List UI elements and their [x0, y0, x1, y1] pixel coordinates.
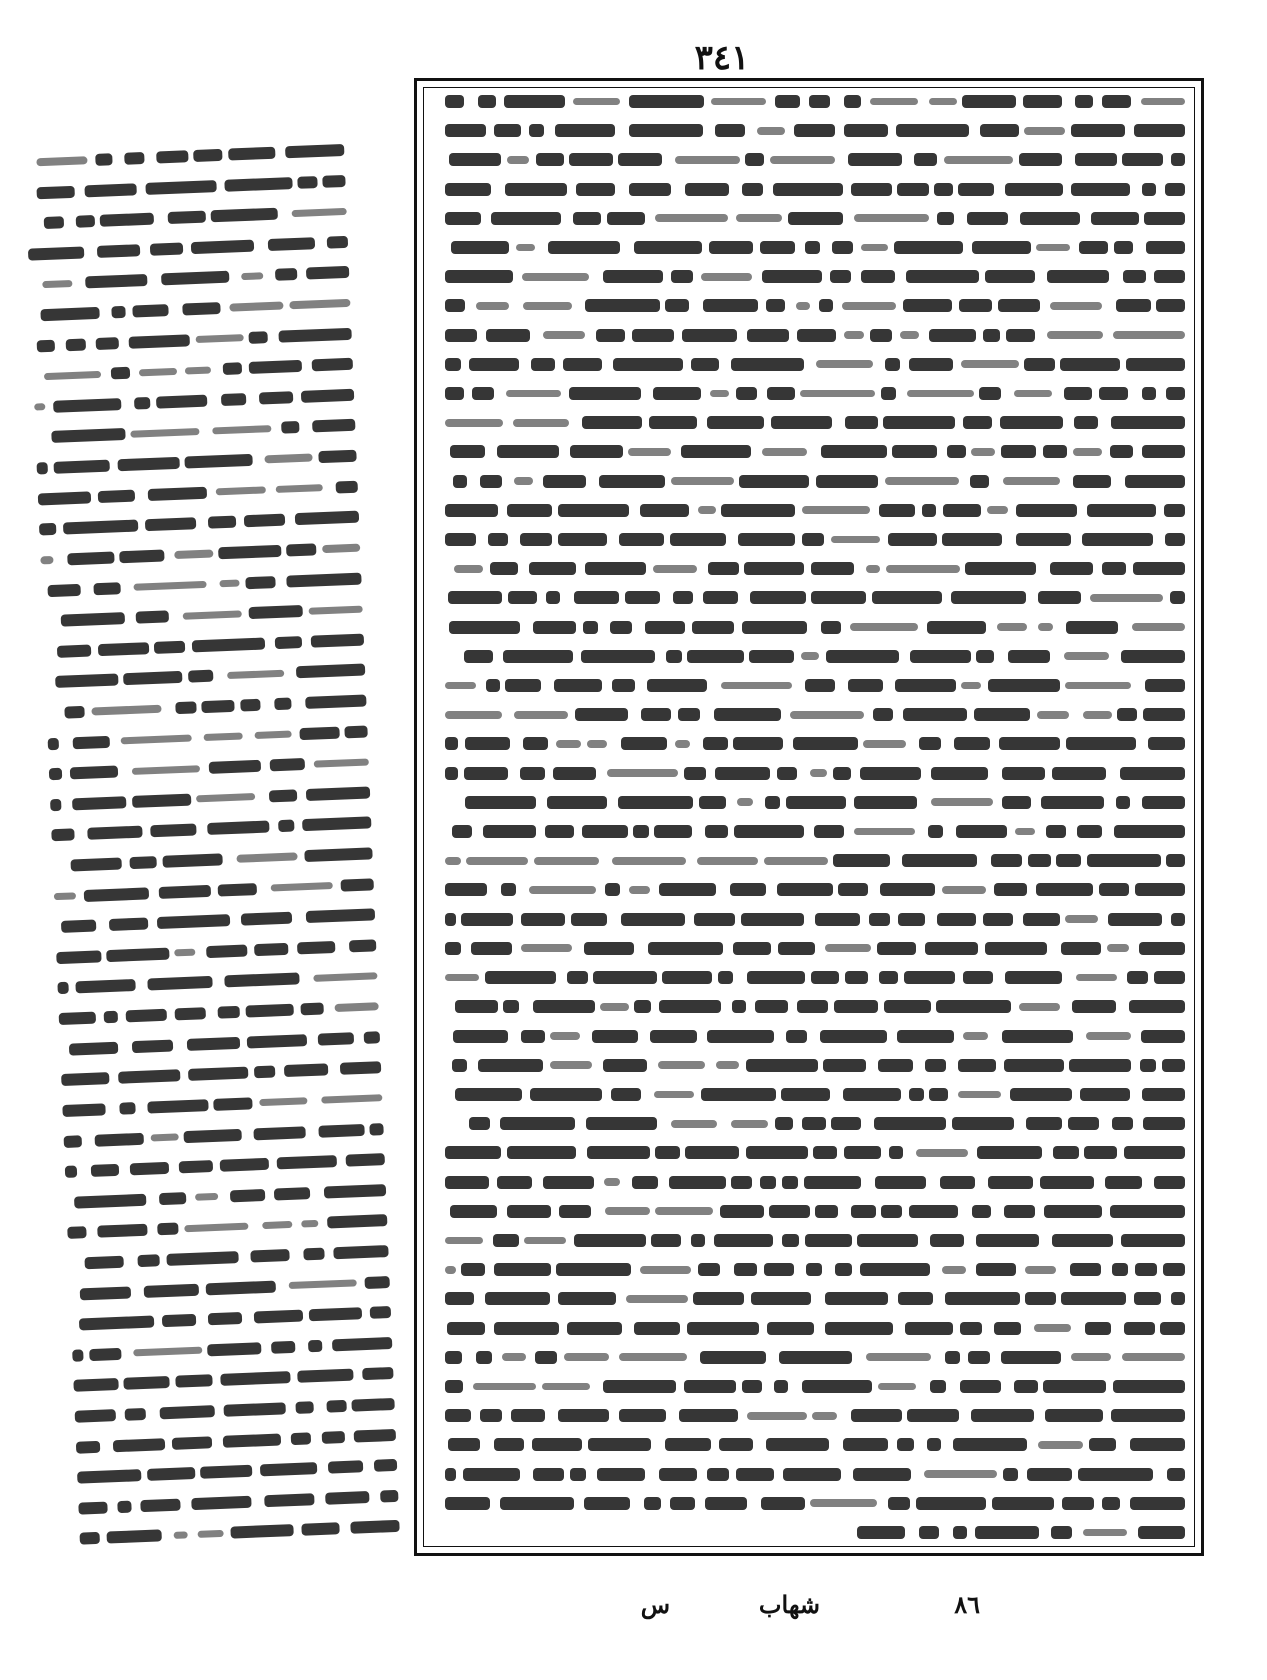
- ink-line: [54, 1123, 384, 1148]
- page-number: ٣٤١: [694, 38, 750, 78]
- ink-line: [433, 416, 1185, 429]
- ink-line: [433, 329, 1185, 342]
- ink-line: [51, 1061, 381, 1086]
- ink-line: [433, 124, 1185, 137]
- ink-line: [30, 542, 360, 567]
- ink-line: [433, 387, 1185, 400]
- ink-line: [68, 1490, 398, 1515]
- ink-line: [433, 1409, 1185, 1422]
- ink-line: [58, 1245, 388, 1270]
- ink-line: [433, 1380, 1185, 1393]
- ink-line: [40, 786, 370, 811]
- ink-line: [66, 1428, 396, 1453]
- ink-line: [29, 511, 359, 536]
- ink-line: [433, 183, 1185, 196]
- ink-line: [433, 1088, 1185, 1101]
- ink-line: [433, 796, 1185, 809]
- ink-line: [35, 664, 365, 689]
- ink-line: [45, 909, 375, 934]
- ink-line: [433, 1059, 1185, 1072]
- ink-line: [49, 1000, 379, 1025]
- footer-signature: س: [640, 1590, 670, 1619]
- ink-line: [50, 1031, 380, 1056]
- ink-line: [433, 270, 1185, 283]
- ink-line: [18, 236, 348, 261]
- ink-line: [433, 1292, 1185, 1305]
- margin-commentary: [14, 144, 400, 1546]
- ink-line: [28, 480, 358, 505]
- ink-line: [433, 621, 1185, 634]
- ink-line: [14, 144, 344, 169]
- ink-line: [433, 1468, 1185, 1481]
- ink-line: [433, 1497, 1185, 1510]
- ink-line: [433, 854, 1185, 867]
- ink-line: [433, 708, 1185, 721]
- ink-line: [433, 679, 1185, 692]
- ink-line: [63, 1367, 393, 1392]
- ink-line: [42, 847, 372, 872]
- ink-line: [24, 389, 354, 414]
- ink-line: [433, 591, 1185, 604]
- ink-line: [46, 939, 376, 964]
- ink-line: [22, 327, 352, 352]
- ink-line: [55, 1153, 385, 1178]
- ink-line: [20, 297, 350, 322]
- ink-line: [65, 1398, 395, 1423]
- ink-line: [27, 450, 357, 475]
- ink-line: [44, 878, 374, 903]
- ink-line: [433, 299, 1185, 312]
- margin-text-lines: [14, 144, 400, 1546]
- ink-line: [433, 475, 1185, 488]
- ink-line: [23, 358, 353, 383]
- ink-line: [433, 1438, 1185, 1451]
- ink-line: [433, 1146, 1185, 1159]
- ink-line: [19, 266, 349, 291]
- ink-line: [433, 1351, 1185, 1364]
- ink-line: [433, 212, 1185, 225]
- ink-line: [36, 694, 366, 719]
- ink-line: [67, 1459, 397, 1484]
- page-footer: [520, 1590, 980, 1626]
- ink-line: [39, 756, 369, 781]
- ink-line: [433, 1526, 1185, 1539]
- ink-line: [70, 1520, 400, 1545]
- ink-line: [433, 883, 1185, 896]
- ink-line: [62, 1337, 392, 1362]
- ink-line: [15, 175, 345, 200]
- ink-line: [34, 633, 364, 658]
- ink-line: [25, 419, 355, 444]
- ink-line: [433, 767, 1185, 780]
- ink-line: [433, 942, 1185, 955]
- ink-line: [57, 1214, 387, 1239]
- ink-line: [433, 913, 1185, 926]
- ink-line: [433, 445, 1185, 458]
- ink-line: [433, 95, 1185, 108]
- ink-line: [38, 725, 368, 750]
- ink-line: [433, 1263, 1185, 1276]
- main-text-lines: [433, 95, 1185, 1539]
- ink-line: [52, 1092, 382, 1117]
- ink-line: [61, 1306, 391, 1331]
- ink-line: [433, 504, 1185, 517]
- ink-line: [17, 205, 347, 230]
- main-text-frame: [414, 78, 1204, 1556]
- ink-line: [433, 1000, 1185, 1013]
- ink-line: [433, 1322, 1185, 1335]
- ink-line: [41, 817, 371, 842]
- ink-line: [433, 153, 1185, 166]
- ink-line: [433, 650, 1185, 663]
- ink-line: [433, 1234, 1185, 1247]
- footer-title: شهاب: [758, 1590, 820, 1619]
- ink-line: [56, 1184, 386, 1209]
- ink-line: [433, 1030, 1185, 1043]
- footer-sheet-number: ٨٦: [954, 1590, 980, 1619]
- ink-line: [433, 1176, 1185, 1189]
- ink-line: [433, 737, 1185, 750]
- ink-line: [60, 1276, 390, 1301]
- ink-line: [433, 562, 1185, 575]
- ink-line: [433, 358, 1185, 371]
- ink-line: [433, 1205, 1185, 1218]
- ink-line: [47, 970, 377, 995]
- ink-line: [433, 1117, 1185, 1130]
- ink-line: [433, 971, 1185, 984]
- ink-line: [433, 533, 1185, 546]
- ink-line: [433, 241, 1185, 254]
- ink-line: [33, 603, 363, 628]
- ink-line: [31, 572, 361, 597]
- ink-line: [433, 825, 1185, 838]
